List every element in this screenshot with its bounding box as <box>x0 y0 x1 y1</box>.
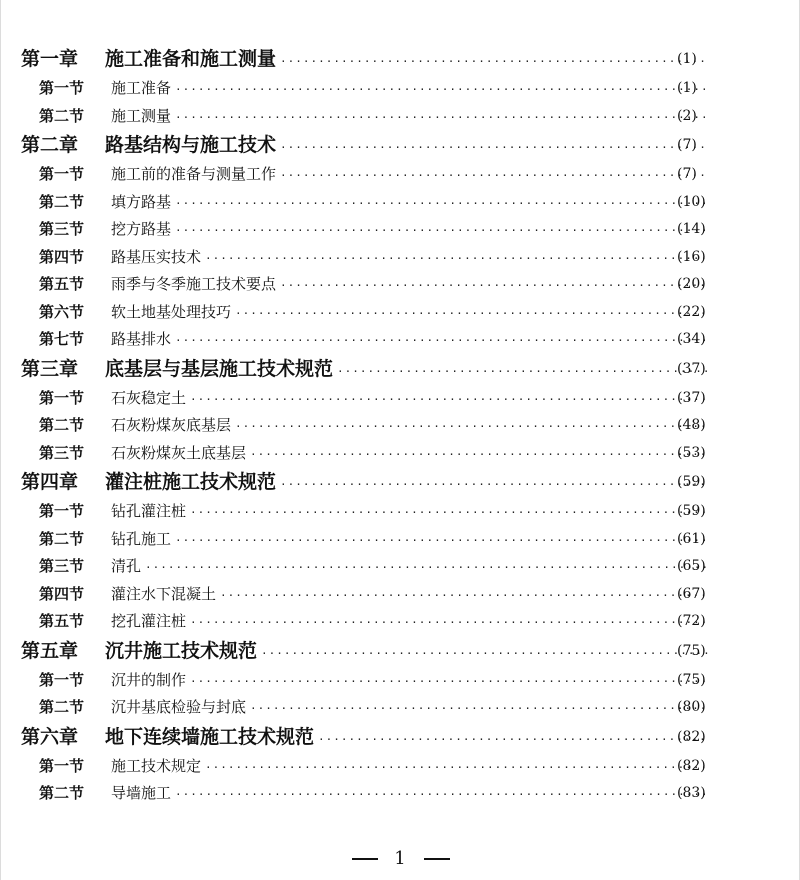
section-title: 施工测量 <box>111 106 172 125</box>
toc-section-entry <box>1 412 800 440</box>
section-title: 挖孔灌注桩 <box>111 612 187 630</box>
chapter-number: 第六章 <box>21 725 79 748</box>
dot-leader <box>261 638 709 669</box>
chapter-title: 底基层与基层施工技术规范 <box>105 357 334 380</box>
section-number: 第四节 <box>39 247 85 266</box>
section-title: 沉井的制作 <box>111 670 187 689</box>
page-reference: (1) <box>677 51 697 67</box>
page-reference: (82) <box>677 757 706 774</box>
page-reference: (1) <box>677 80 697 96</box>
section-number: 第一节 <box>39 388 85 407</box>
toc-chapter-entry <box>1 722 800 753</box>
section-number: 第二节 <box>39 192 85 211</box>
section-number: 第六节 <box>39 302 85 321</box>
page-reference: (22) <box>677 303 706 320</box>
section-number: 第一节 <box>39 79 85 97</box>
section-title: 路基压实技术 <box>111 247 202 266</box>
toc-section-entry <box>1 553 800 581</box>
toc-section-entry <box>1 244 800 272</box>
section-number: 第五节 <box>39 612 85 630</box>
section-title: 路基排水 <box>111 330 172 348</box>
chapter-number: 第五章 <box>21 639 79 662</box>
page-reference: (83) <box>677 785 706 801</box>
toc-section-entry <box>1 526 800 554</box>
page-reference: (65) <box>677 558 706 574</box>
section-number: 第四节 <box>39 584 85 603</box>
page-reference: (7) <box>677 166 697 182</box>
toc-section-entry <box>1 780 800 808</box>
dot-leader <box>175 327 709 355</box>
dot-leader <box>190 609 709 637</box>
section-title: 软土地基处理技巧 <box>111 302 232 321</box>
dot-leader <box>235 300 709 328</box>
section-title: 清孔 <box>111 557 142 575</box>
dot-leader <box>190 668 709 696</box>
page-number: 1 <box>394 848 408 869</box>
toc-section-entry <box>1 161 800 189</box>
toc-section-entry <box>1 299 800 327</box>
page-reference: (82) <box>677 728 706 745</box>
section-number: 第五节 <box>39 275 85 293</box>
section-title: 施工技术规定 <box>111 756 202 775</box>
page-reference: (14) <box>677 221 706 237</box>
section-title: 钻孔灌注桩 <box>111 502 187 520</box>
page-folio <box>1 848 800 869</box>
section-number: 第三节 <box>39 220 85 238</box>
page-reference: (2) <box>677 107 697 124</box>
toc-chapter-entry <box>1 636 800 667</box>
section-number: 第一节 <box>39 502 85 520</box>
dot-leader <box>235 413 709 441</box>
page-reference: (37) <box>677 389 706 406</box>
toc-chapter-entry <box>1 467 800 498</box>
section-title: 施工准备 <box>111 79 172 97</box>
dot-leader <box>280 162 709 190</box>
dot-leader <box>337 356 709 387</box>
page-reference: (59) <box>677 474 706 490</box>
toc-chapter-entry <box>1 354 800 385</box>
dot-leader <box>220 582 709 610</box>
chapter-title: 施工准备和施工测量 <box>105 48 277 70</box>
page-reference: (10) <box>677 193 706 210</box>
section-number: 第一节 <box>39 670 85 689</box>
section-title: 钻孔施工 <box>111 529 172 548</box>
section-number: 第二节 <box>39 106 85 125</box>
dot-leader <box>205 245 709 273</box>
toc-section-entry <box>1 75 800 103</box>
folio-dash-right <box>424 858 450 860</box>
section-number: 第一节 <box>39 756 85 775</box>
toc-chapter-entry <box>1 130 800 161</box>
chapter-number: 第一章 <box>21 48 79 70</box>
chapter-number: 第三章 <box>21 357 79 380</box>
page-reference: (80) <box>677 699 706 715</box>
section-number: 第七节 <box>39 330 85 348</box>
toc-section-entry <box>1 581 800 609</box>
section-title: 雨季与冬季施工技术要点 <box>111 275 277 293</box>
dot-leader <box>145 554 709 582</box>
chapter-title: 路基结构与施工技术 <box>105 134 277 156</box>
section-title: 石灰粉煤灰土底基层 <box>111 443 247 462</box>
toc-section-entry <box>1 694 800 722</box>
dot-leader <box>280 272 709 300</box>
toc-section-entry <box>1 385 800 413</box>
chapter-title: 地下连续墙施工技术规范 <box>105 725 315 748</box>
section-title: 填方路基 <box>111 192 172 211</box>
page-reference: (61) <box>677 530 706 547</box>
chapter-title: 沉井施工技术规范 <box>105 639 258 662</box>
page-reference: (34) <box>677 331 706 347</box>
section-title: 石灰粉煤灰底基层 <box>111 416 232 434</box>
toc-section-entry <box>1 216 800 244</box>
dot-leader <box>175 190 709 218</box>
toc-section-entry <box>1 103 800 131</box>
page-reference: (59) <box>677 503 706 519</box>
chapter-title: 灌注桩施工技术规范 <box>105 471 277 493</box>
section-title: 施工前的准备与测量工作 <box>111 165 277 183</box>
dot-leader <box>175 527 709 555</box>
dot-leader <box>250 695 709 723</box>
toc-section-entry <box>1 608 800 636</box>
toc-section-entry <box>1 326 800 354</box>
page-reference: (75) <box>677 671 706 688</box>
chapter-number: 第二章 <box>21 134 79 156</box>
section-number: 第三节 <box>39 557 85 575</box>
section-title: 沉井基底检验与封底 <box>111 698 247 716</box>
toc-section-entry <box>1 667 800 695</box>
dot-leader <box>280 469 709 500</box>
dot-leader <box>175 76 709 104</box>
page-reference: (75) <box>677 642 706 659</box>
page-reference: (48) <box>677 417 706 433</box>
dot-leader <box>280 46 709 77</box>
toc-section-entry <box>1 271 800 299</box>
dot-leader <box>190 386 709 414</box>
page-reference: (20) <box>677 276 706 292</box>
dot-leader <box>175 104 709 132</box>
page-reference: (37) <box>677 360 706 377</box>
toc-chapter-entry <box>1 44 800 75</box>
dot-leader <box>175 217 709 245</box>
toc-section-entry <box>1 440 800 468</box>
page-reference: (7) <box>677 137 697 153</box>
chapter-number: 第四章 <box>21 471 79 493</box>
table-of-contents <box>1 44 800 808</box>
section-number: 第二节 <box>39 698 85 716</box>
section-title: 石灰稳定土 <box>111 388 187 407</box>
section-number: 第二节 <box>39 529 85 548</box>
toc-section-entry <box>1 753 800 781</box>
toc-section-entry <box>1 498 800 526</box>
section-title: 灌注水下混凝土 <box>111 584 217 603</box>
section-title: 挖方路基 <box>111 220 172 238</box>
page-reference: (67) <box>677 585 706 602</box>
dot-leader <box>205 754 709 782</box>
dot-leader <box>175 781 709 809</box>
toc-section-entry <box>1 189 800 217</box>
dot-leader <box>280 132 709 163</box>
section-number: 第三节 <box>39 443 85 462</box>
dot-leader <box>318 724 709 755</box>
folio-dash-left <box>352 858 378 860</box>
page-reference: (72) <box>677 613 706 629</box>
section-number: 第二节 <box>39 416 85 434</box>
page-reference: (53) <box>677 444 706 461</box>
section-title: 导墙施工 <box>111 784 172 802</box>
page-reference: (16) <box>677 248 706 265</box>
dot-leader <box>190 499 709 527</box>
section-number: 第二节 <box>39 784 85 802</box>
section-number: 第一节 <box>39 165 85 183</box>
dot-leader <box>250 441 709 469</box>
